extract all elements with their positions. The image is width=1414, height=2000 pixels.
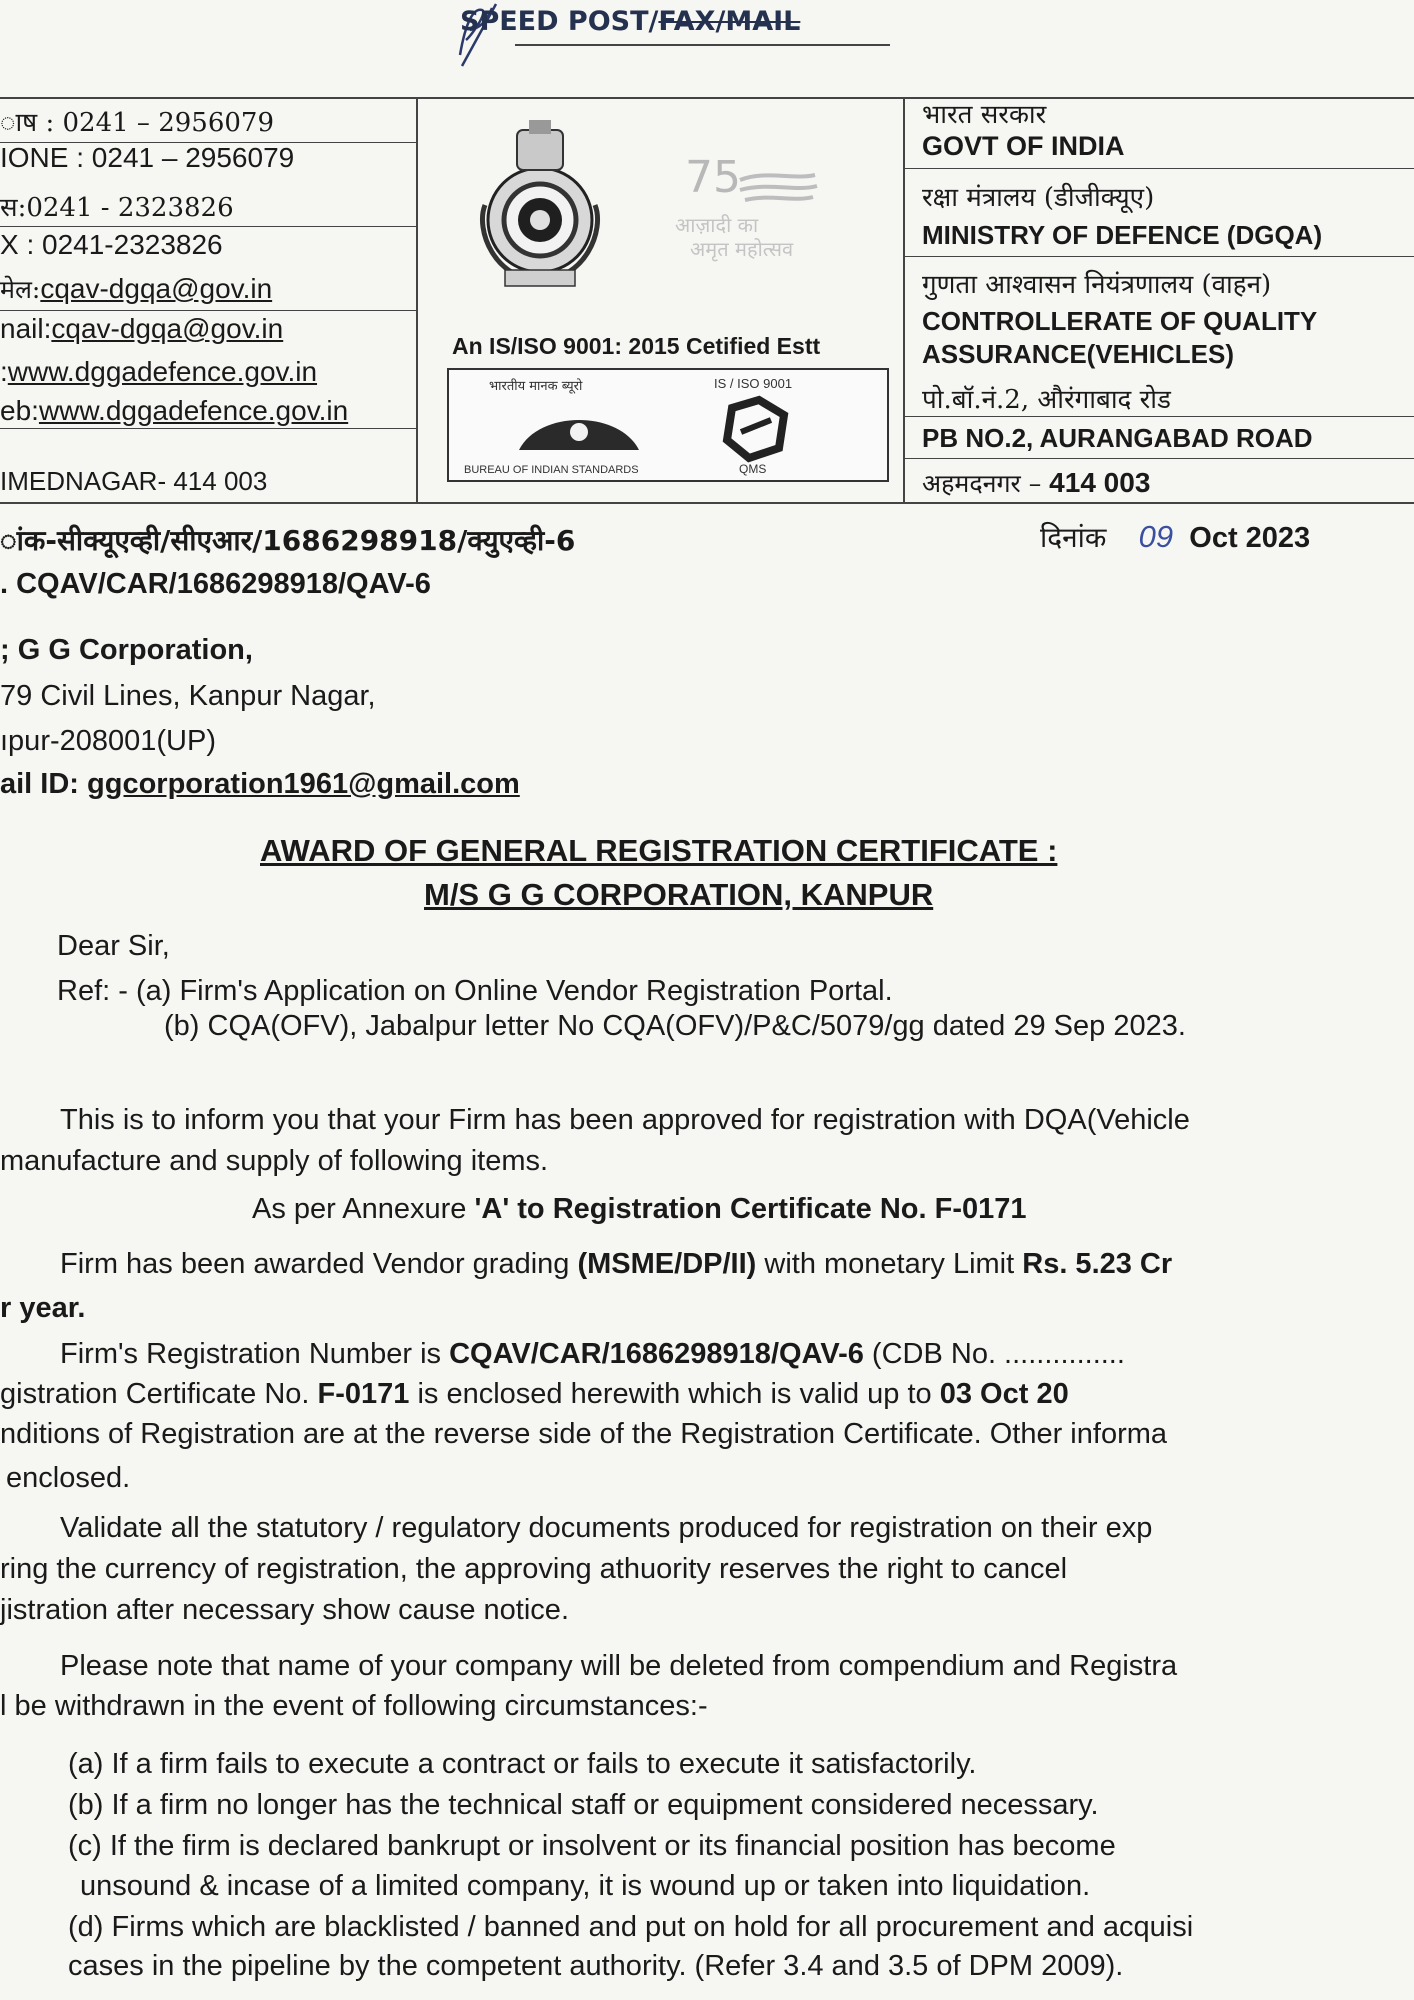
- fax-hindi: स:0241 - 2323826: [0, 193, 234, 223]
- conditions-line2: enclosed.: [6, 1462, 131, 1494]
- rule: [0, 310, 416, 311]
- condition-d-line1: (d) Firms which are blacklisted / banned and put on hold for all procurement and acquisi: [68, 1911, 1194, 1943]
- vendor-grading-line1: Firm has been awarded Vendor grading (MSME/DP/II) with monetary Limit Rs. 5.23 Cr: [60, 1248, 1173, 1280]
- header-divider-left: [416, 97, 418, 504]
- city-pin-left: IMEDNAGAR- 414 003: [0, 466, 268, 496]
- email-link[interactable]: ggcorporation1961@gmail.com: [87, 768, 520, 800]
- email-english: nail:cqav-dgqa@gov.in: [0, 313, 284, 344]
- dgqa-emblem-logo: [455, 110, 645, 300]
- svg-text:IS / ISO 9001: IS / ISO 9001: [714, 376, 793, 391]
- phone-english: IONE : 0241 – 2956079: [0, 142, 295, 173]
- svg-text:भारतीय मानक ब्यूरो: भारतीय मानक ब्यूरो: [489, 379, 583, 394]
- validate-line1: Validate all the statutory / regulatory documents produced for registration on their exp: [60, 1512, 1153, 1544]
- address-hindi: पो.बॉ.नं.2, औरंगाबाद रोड: [922, 385, 1171, 415]
- svg-text:BUREAU OF INDIAN STANDARDS: BUREAU OF INDIAN STANDARDS: [464, 464, 639, 476]
- condition-d-line2: cases in the pipeline by the competent authority. (Refer 3.4 and 3.5 of DPM 2009).: [68, 1950, 1124, 1982]
- reference-number-hindi: ांक-सीक्यूएव्ही/सीएआर/1686298918/क्युएव्ही-6: [0, 524, 576, 557]
- fax-english: X : 0241-2323826: [0, 229, 223, 260]
- phone-hindi: ाष : 0241 – 2956079: [0, 108, 274, 138]
- rule: [903, 416, 1414, 417]
- subject-line1: AWARD OF GENERAL REGISTRATION CERTIFICATE :: [260, 833, 1058, 868]
- office-hindi: गुणता आश्वासन नियंत्रणालय (वाहन): [922, 270, 1272, 300]
- date: दिनांक 09 Oct 2023: [1040, 519, 1311, 554]
- svg-text:आज़ादी का: आज़ादी का: [675, 213, 759, 237]
- bis-iso-9001-logo: [447, 368, 889, 482]
- rule: [903, 256, 1414, 257]
- addressee-name: ; G G Corporation,: [0, 634, 253, 666]
- condition-c-line1: (c) If the firm is declared bankrupt or insolvent or its financial position has become: [68, 1830, 1116, 1862]
- rule: [903, 458, 1414, 459]
- reference-number-english: . CQAV/CAR/1686298918/QAV-6: [0, 568, 431, 600]
- reference-a: Ref: - (a) Firm's Application on Online Vendor Registration Portal.: [57, 975, 893, 1007]
- iso-certified-caption: An IS/ISO 9001: 2015 Cetified Estt: [452, 333, 821, 359]
- website-hindi[interactable]: :www.dggadefence.gov.in: [0, 356, 318, 387]
- handwritten-day: 09: [1138, 519, 1174, 554]
- vendor-grading-line2: r year.: [0, 1292, 86, 1324]
- govt-hindi: भारत सरकार: [922, 100, 1047, 130]
- svg-text:अमृत महोत्सव: अमृत महोत्सव: [690, 237, 794, 261]
- condition-a: (a) If a firm fails to execute a contract or fails to execute it satisfactorily.: [68, 1748, 977, 1780]
- deletion-note-line1: Please note that name of your company will be deleted from compendium and Registra: [60, 1650, 1178, 1682]
- rule: [0, 226, 416, 227]
- city-pin-right: अहमदनगर – 414 003: [922, 467, 1151, 498]
- approval-paragraph-line2: manufacture and supply of following items.: [0, 1145, 549, 1177]
- rule: [0, 428, 416, 429]
- ministry-hindi: रक्षा मंत्रालय (डीजीक्यूए): [922, 183, 1155, 213]
- approval-paragraph-line1: This is to inform you that your Firm has been approved for registration with DQA(Vehicle: [60, 1104, 1190, 1136]
- conditions-line1: nditions of Registration are at the reverse side of the Registration Certificate. Other informa: [0, 1418, 1168, 1450]
- validate-line2: ring the currency of registration, the approving athuority reserves the right to cancel: [0, 1553, 1068, 1585]
- salutation: Dear Sir,: [57, 930, 170, 962]
- subject-line2: M/S G G CORPORATION, KANPUR: [424, 877, 934, 912]
- header-divider-right: [903, 97, 905, 504]
- addressee-email: ail ID: ggcorporation1961@gmail.com: [0, 768, 520, 800]
- office-english-line2: ASSURANCE(VEHICLES): [922, 339, 1235, 369]
- deletion-note-line2: l be withdrawn in the event of following circumstances:-: [0, 1690, 708, 1722]
- validate-line3: jistration after necessary show cause notice.: [0, 1594, 569, 1626]
- header-bottom-rule: [0, 502, 1414, 504]
- dispatch-mode: SPEED POST/FAX/MAIL: [460, 6, 801, 37]
- annexure-line: As per Annexure 'A' to Registration Certificate No. F-0171: [252, 1193, 1027, 1225]
- reference-b: (b) CQA(OFV), Jabalpur letter No CQA(OFV)/P&C/5079/gg dated 29 Sep 2023.: [164, 1010, 1186, 1042]
- website-english[interactable]: eb:www.dggadefence.gov.in: [0, 395, 349, 426]
- registration-number-line: Firm's Registration Number is CQAV/CAR/1686298918/QAV-6 (CDB No. ...............: [60, 1338, 1125, 1370]
- svg-text:75: 75: [685, 152, 741, 203]
- office-english-line1: CONTROLLERATE OF QUALITY: [922, 306, 1318, 336]
- condition-c-line2: unsound & incase of a limited company, it is wound up or taken into liquidation.: [80, 1870, 1091, 1902]
- dispatch-underline: [515, 44, 890, 46]
- azadi-ka-amrit-mahotsav-logo: [645, 150, 845, 270]
- header-top-rule: [0, 97, 1414, 99]
- validity-line: gistration Certificate No. F-0171 is enclosed herewith which is valid up to 03 Oct 20: [0, 1378, 1069, 1410]
- ministry-english: MINISTRY OF DEFENCE (DGQA): [922, 220, 1323, 250]
- addressee-line2: ıpur-208001(UP): [0, 725, 216, 757]
- address-english: PB NO.2, AURANGABAD ROAD: [922, 423, 1313, 453]
- addressee-line1: 79 Civil Lines, Kanpur Nagar,: [0, 680, 376, 712]
- govt-english: GOVT OF INDIA: [922, 131, 1125, 161]
- condition-b: (b) If a firm no longer has the technical staff or equipment considered necessary.: [68, 1789, 1099, 1821]
- rule: [903, 168, 1414, 169]
- svg-text:QMS: QMS: [739, 462, 767, 476]
- email-hindi: मेल:cqav-dgqa@gov.in: [0, 273, 273, 304]
